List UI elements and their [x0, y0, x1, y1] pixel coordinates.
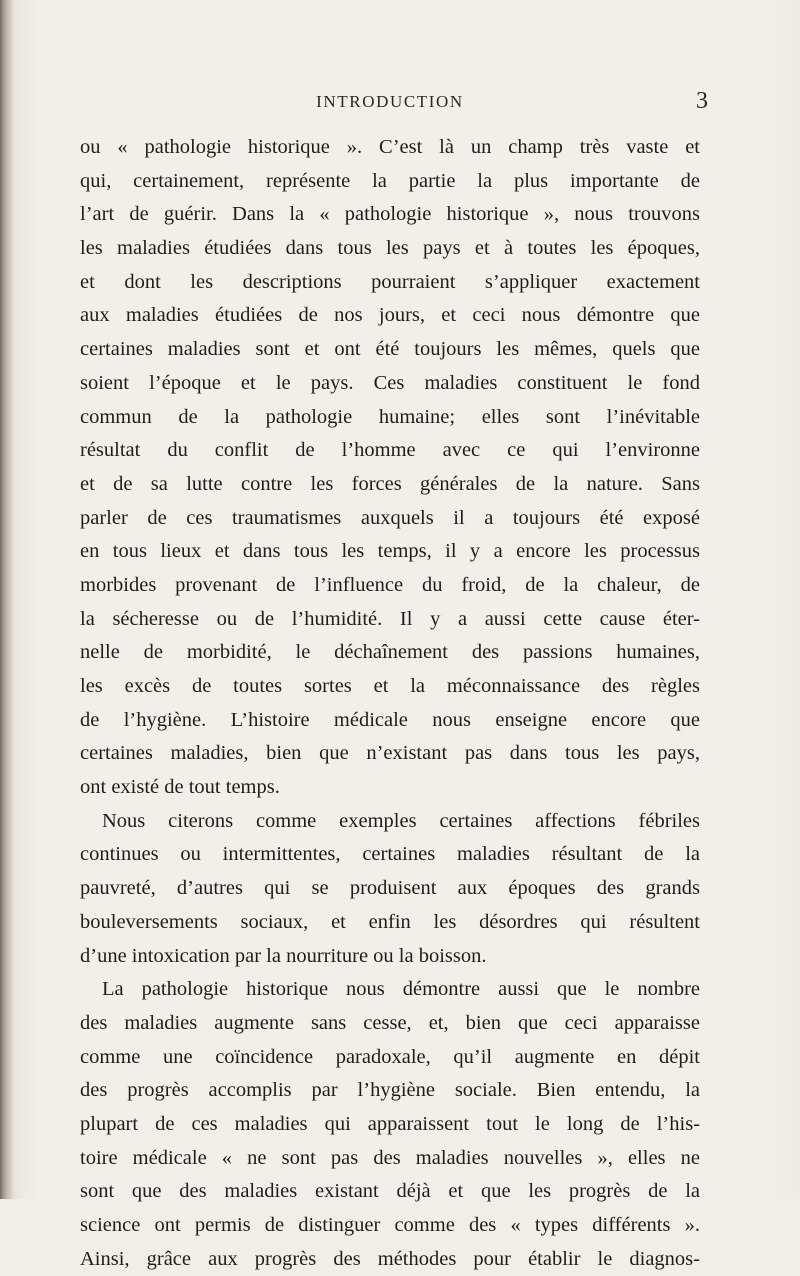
text-line: ont existé de tout temps. [80, 776, 280, 799]
text-line: science ont permis de distinguer comme des « types différents ». [80, 1214, 700, 1236]
text-line: et dont les descriptions pourraient s’appliquer exactement [80, 270, 700, 293]
binding-gutter-shadow [0, 0, 14, 1199]
text-line: en tous lieux et dans tous les temps, il y a encore les processus [80, 540, 700, 563]
text-line: plupart de ces maladies qui apparaissent tout le long de l’his- [80, 1112, 700, 1135]
text-line: l’art de guérir. Dans la « pathologie historique », nous trouvons [80, 203, 700, 226]
text-line: continues ou intermittentes, certaines maladies résultant de la [80, 843, 700, 866]
text-line: d’une intoxication par la nourriture ou la boisson. [80, 944, 487, 967]
body-text [80, 131, 700, 1276]
text-line: La pathologie historique nous démontre aussi que le nombre [102, 978, 700, 1001]
text-line: bouleversements sociaux, et enfin les désordres qui résultent [80, 910, 700, 933]
text-line: soient l’époque et le pays. Ces maladies constituent le fond [80, 371, 700, 394]
text-line: comme une coïncidence paradoxale, qu’il augmente en dépit [80, 1045, 700, 1068]
text-line: morbides provenant de l’influence du froid, de la chaleur, de [80, 573, 700, 596]
page-number: 3 [696, 88, 708, 114]
text-line: toire médicale « ne sont pas des maladies nouvelles », elles ne [80, 1146, 700, 1169]
text-line: la sécheresse ou de l’humidité. Il y a aussi cette cause éter- [80, 607, 700, 630]
text-line: certaines maladies sont et ont été toujours les mêmes, quels que [80, 338, 700, 361]
running-header [80, 88, 708, 120]
text-line: aux maladies étudiées de nos jours, et ceci nous démontre que [80, 304, 700, 327]
text-line: parler de ces traumatismes auxquels il a toujours été exposé [80, 506, 700, 529]
text-line: les excès de toutes sortes et la méconnaissance des règles [80, 675, 700, 697]
text-line: qui, certainement, représente la partie la plus importante de [80, 169, 700, 192]
text-line: ou « pathologie historique ». C’est là un champ très vaste et [80, 136, 700, 158]
text-line: sont que des maladies existant déjà et que les progrès de la [80, 1180, 700, 1203]
text-line: de l’hygiène. L’histoire médicale nous enseigne encore que [80, 708, 700, 731]
text-line: résultat du conflit de l’homme avec ce qui l’environne [80, 439, 700, 462]
text-line: et de sa lutte contre les forces générales de la nature. Sans [80, 472, 700, 495]
text-line: Nous citerons comme exemples certaines affections fébriles [102, 809, 700, 832]
text-line: des progrès accomplis par l’hygiène sociale. Bien entendu, la [80, 1079, 700, 1102]
text-line: nelle de morbidité, le déchaînement des passions humaines, [80, 641, 700, 664]
text-line: pauvreté, d’autres qui se produisent aux époques des grands [80, 877, 700, 900]
text-line: certaines maladies, bien que n’existant pas dans tous les pays, [80, 742, 700, 765]
text-line: les maladies étudiées dans tous les pays et à toutes les époques, [80, 237, 700, 260]
text-line: des maladies augmente sans cesse, et, bien que ceci apparaisse [80, 1011, 700, 1034]
running-title: INTRODUCTION [316, 92, 464, 111]
text-line: commun de la pathologie humaine; elles sont l’inévitable [80, 405, 700, 428]
text-line: Ainsi, grâce aux progrès des méthodes pour établir le diagnos- [80, 1247, 700, 1270]
